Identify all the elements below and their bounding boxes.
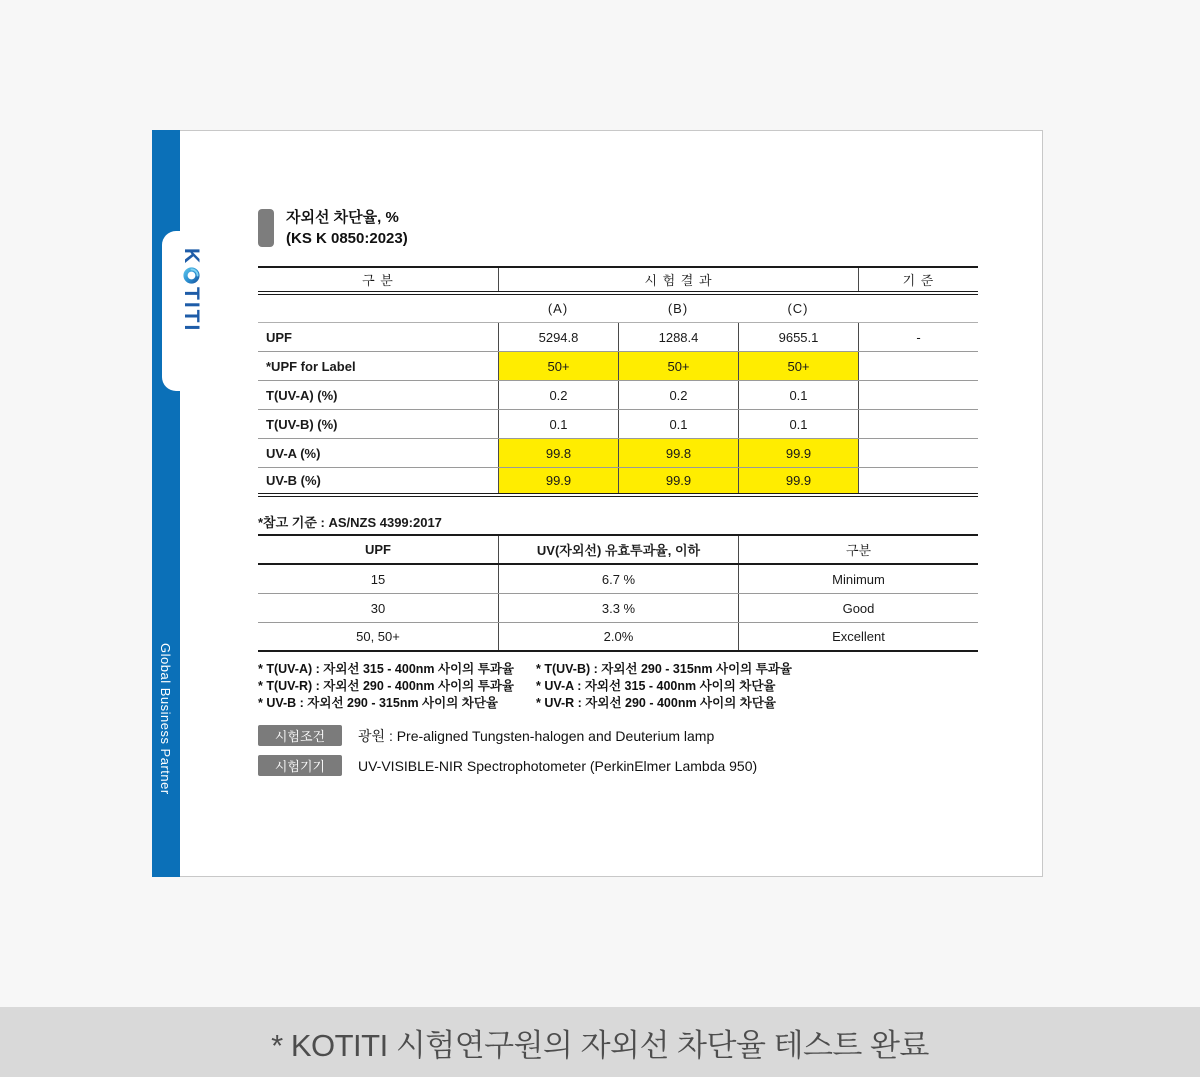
test-equipment-badge: 시험기기 [258, 755, 342, 776]
reference-table-header: UPF UV(자외선) 유효투과율, 이하 구분 [258, 536, 978, 565]
footnotes [258, 661, 998, 712]
sidebar-tagline: Global Business Partner [158, 643, 173, 795]
header-category: 구 분 [362, 273, 394, 288]
footnote: * UV-A : 자외선 315 - 400nm 사이의 차단율 [536, 679, 776, 693]
test-equipment-text: UV-VISIBLE-NIR Spectrophotometer (PerkinElmer Lambda 950) [358, 757, 758, 774]
table-row-uva: UV-A (%) 99.8 99.8 99.9 [258, 439, 978, 468]
results-table-header [258, 268, 978, 295]
report-subtitle: (KS K 0850:2023) [286, 230, 408, 247]
table-row-uvb: UV-B (%) 99.9 99.9 99.9 [258, 468, 978, 497]
header-results: 시 험 결 과 [498, 268, 858, 291]
reference-row-minimum: 15 6.7 % Minimum [258, 565, 978, 594]
sample-label-b: (B) [667, 301, 689, 316]
footer-caption: * KOTITI 시험연구원의 자외선 차단율 테스트 완료 [271, 1027, 929, 1063]
table-row-upf-label: *UPF for Label 50+ 50+ 50+ [258, 352, 978, 381]
kotiti-logo-titi: TITI [180, 287, 203, 333]
footnote: * T(UV-B) : 자외선 290 - 315nm 사이의 투과율 [536, 662, 792, 676]
footnote: * UV-R : 자외선 290 - 400nm 사이의 차단율 [536, 696, 776, 710]
reference-standard-note: *참고 기준 : AS/NZS 4399:2017 [258, 514, 442, 530]
test-condition-text: 광원 : Pre-aligned Tungsten-halogen and Deuterium lamp [358, 727, 715, 744]
test-condition-badge: 시험조건 [258, 725, 342, 746]
test-equipment-row [258, 755, 757, 776]
header-standard: 기 준 [858, 268, 978, 291]
table-row-tuva: T(UV-A) (%) 0.2 0.2 0.1 [258, 381, 978, 410]
kotiti-logo-k: K [180, 248, 203, 266]
table-row-upf: UPF 5294.8 1288.4 9655.1 - [258, 323, 978, 352]
footnote: * T(UV-A) : 자외선 315 - 400nm 사이의 투과율 [258, 662, 514, 676]
test-condition-row [258, 725, 714, 746]
footnote: * T(UV-R) : 자외선 290 - 400nm 사이의 투과율 [258, 679, 514, 693]
report-card [152, 130, 1043, 877]
report-title: 자외선 차단율, % [286, 209, 399, 226]
reference-row-good: 30 3.3 % Good [258, 594, 978, 623]
reference-row-excellent: 50, 50+ 2.0% Excellent [258, 623, 978, 652]
title-block [258, 207, 408, 249]
footnote: * UV-B : 자외선 290 - 315nm 사이의 차단율 [258, 696, 498, 710]
results-table-subheader [258, 295, 978, 323]
title-bullet [258, 209, 274, 247]
kotiti-logo [179, 248, 203, 380]
sample-label-a: (A) [547, 301, 569, 316]
results-table [258, 266, 978, 497]
footer-band [0, 1007, 1200, 1077]
swirl-o-icon [182, 266, 201, 285]
table-row-tuvb: T(UV-B) (%) 0.1 0.1 0.1 [258, 410, 978, 439]
reference-table [258, 534, 978, 652]
sample-label-c: (C) [787, 301, 809, 316]
